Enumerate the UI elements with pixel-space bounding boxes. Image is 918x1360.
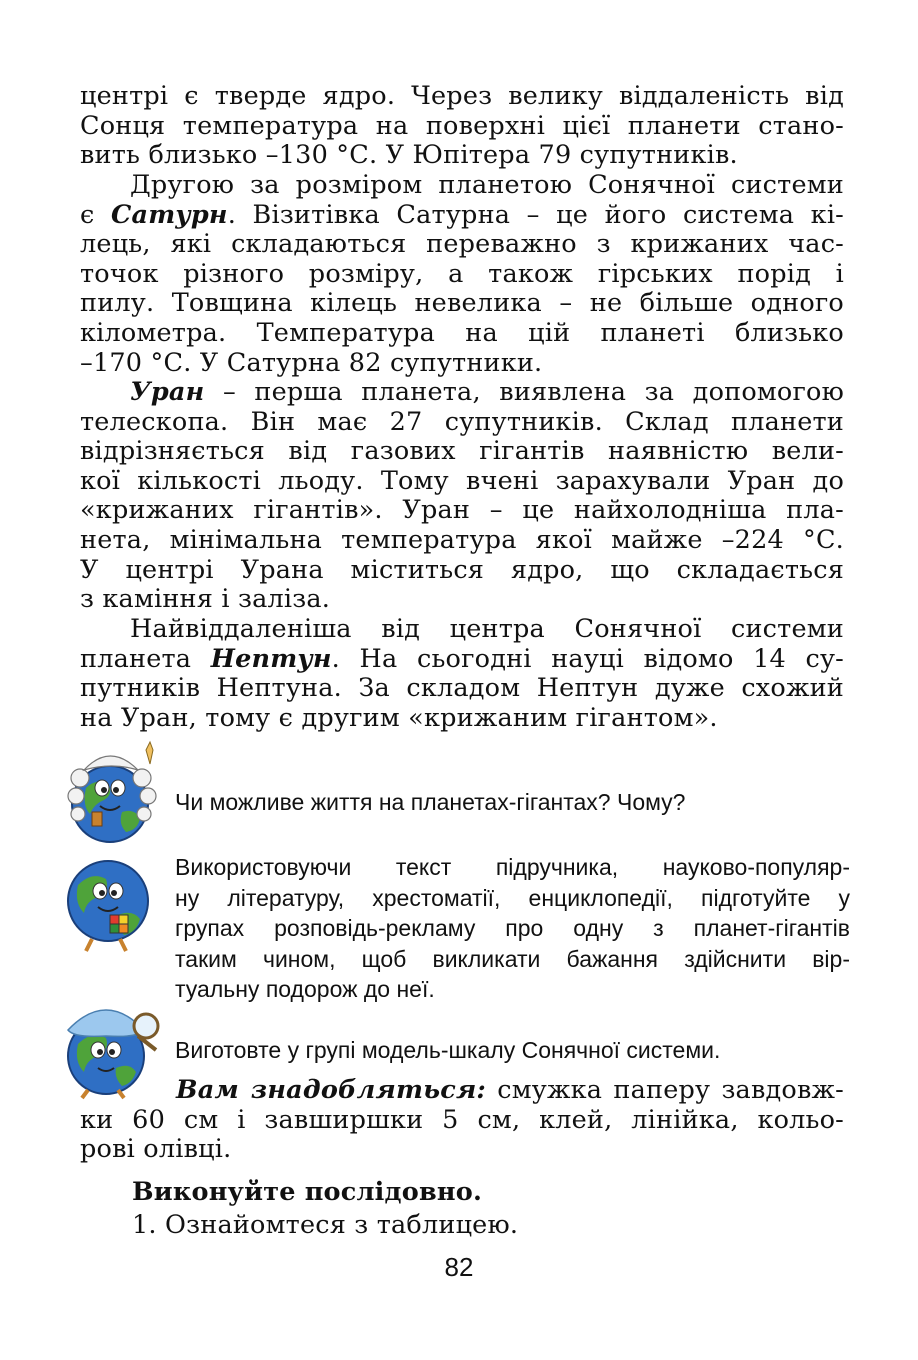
- paragraph-jupiter: [80, 82, 844, 171]
- text-line: є Сатурн. Візитівка Сатурна – це його система кі-: [80, 199, 844, 230]
- text-line: точок різного розміру, а також гірських порід і: [80, 258, 844, 289]
- text-line: У центрі Урана міститься ядро, що складається: [80, 554, 844, 585]
- text-line: –170 °С. У Сатурна 82 супутники.: [80, 347, 543, 378]
- highlight-term-uranus: Уран: [130, 377, 205, 407]
- steps-heading: Виконуйте послідовно.: [132, 1177, 483, 1207]
- group-task-text: [175, 852, 850, 1005]
- text-line: на Уран, тому є другим «крижаним гігантом».: [80, 702, 718, 733]
- paragraph-uranus: [80, 378, 844, 615]
- page-number: 82: [444, 1252, 474, 1282]
- text-line: з каміння і заліза.: [80, 584, 331, 615]
- materials-label: Вам знадобляться:: [176, 1075, 487, 1105]
- materials-paragraph: [80, 1076, 844, 1165]
- text-line: Уран – перша планета, виявлена за допомогою: [130, 377, 844, 407]
- text-line: Сонця температура на поверхні цієї планети стано-: [80, 110, 844, 141]
- text-line: «крижаних гігантів». Уран – це найхолодніша пла-: [80, 495, 844, 526]
- step-item: 1. Ознайомтеся з таблицею.: [132, 1210, 519, 1240]
- text-line: нета, мінімальна температура якої майже –224 °С.: [80, 524, 844, 555]
- text-line: телескопа. Він має 27 супутників. Склад планети: [80, 406, 844, 437]
- text-line: Використовуючи текст підручника, науково-популяр-: [175, 854, 850, 880]
- text-line: ки 60 см і завширшки 5 см, клей, лінійка, кольо-: [80, 1104, 844, 1135]
- text-line: пилу. Товщина кілець невелика – не більше одного: [80, 288, 844, 319]
- text-line: відрізняється від газових гігантів наявністю вели-: [80, 436, 844, 467]
- text-line: рові олівці.: [80, 1134, 232, 1165]
- paragraph-neptune: [80, 615, 844, 733]
- text-line: кілометра. Температура на цій планеті близько: [80, 317, 844, 348]
- text-line: групах розповідь-рекламу про одну з планет-гігантів: [175, 915, 850, 941]
- text-line: кої кількості льоду. Тому вчені зарахували Уран до: [80, 465, 844, 496]
- text-line: ну літературу, хрестоматії, енциклопедії, підготуйте у: [175, 884, 850, 911]
- text-line: центрі є тверде ядро. Через велику віддаленість від: [80, 81, 844, 111]
- text-line: планета Нептун. На сьогодні науці відомо 14 су-: [80, 643, 844, 674]
- text-line: вить близько –130 °С. У Юпітера 79 супутників.: [80, 140, 738, 171]
- text-line: туальну подорож до неї.: [175, 976, 435, 1002]
- text-line: Другою за розміром планетою Сонячної системи: [130, 170, 844, 200]
- question-text: Чи можливе життя на планетах-гігантах? Чому?: [175, 789, 686, 815]
- paragraph-saturn: [80, 171, 844, 378]
- text-line: лець, які складаються переважно з крижаних час-: [80, 229, 844, 260]
- text-line: таким чином, щоб викликати бажання здійснити вір-: [175, 945, 850, 972]
- text-line: Вам знадобляться: смужка паперу завдовж-: [176, 1075, 845, 1105]
- model-task-text: Виготовте у групі модель-шкалу Сонячної системи.: [175, 1037, 721, 1063]
- text-line: путників Нептуна. За складом Нептун дуже схожий: [80, 673, 844, 704]
- highlight-term-saturn: Сатурн: [111, 199, 228, 230]
- highlight-term-neptune: Нептун: [210, 643, 332, 674]
- text-line: Найвіддаленіша від центра Сонячної системи: [130, 614, 844, 644]
- puzzle-globe-icon: [62, 855, 162, 955]
- judge-globe-icon: [62, 740, 162, 850]
